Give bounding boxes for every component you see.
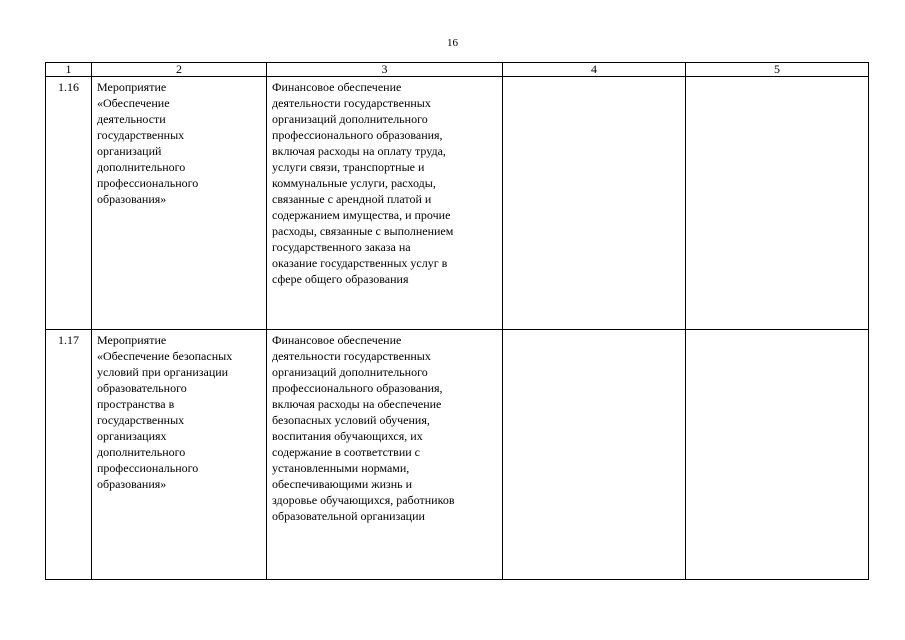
text-line: профессионального образования, [272,381,443,395]
row-number: 1.16 [46,77,92,330]
header-col-3: 3 [267,63,503,77]
header-col-4: 4 [503,63,686,77]
text-line: организаций [97,144,162,158]
header-row [46,63,869,77]
text-line: включая расходы на обеспечение [272,397,442,411]
event-name-cell [92,77,267,330]
row-number: 1.17 [46,330,92,580]
text-line: Финансовое обеспечение [272,80,402,94]
text-line: связанные с арендной платой и [272,192,432,206]
page-number: 16 [447,37,458,49]
text-line: коммунальные услуги, расходы, [272,176,436,190]
header-col-1: 1 [46,63,92,77]
col-4-cell [503,330,686,580]
text-line: профессионального образования, [272,128,443,142]
header-col-5: 5 [686,63,869,77]
col-4-cell [503,77,686,330]
text-line: содержание в соответствии с [272,445,420,459]
text-line: расходы, связанные с выполнением [272,224,454,238]
text-line: безопасных условий обучения, [272,413,430,427]
text-line: образовательного [97,381,187,395]
text-line: деятельности государственных [272,349,431,363]
text-line: дополнительного [97,160,186,174]
text-line: «Обеспечение безопасных [97,349,233,363]
text-line: Мероприятие [97,333,167,347]
text-line: здоровье обучающихся, работников [272,493,455,507]
table-row [46,77,869,330]
description-cell [267,77,503,330]
description-cell [267,330,503,580]
text-line: образования» [97,477,167,491]
text-line: оказание государственных услуг в [272,256,448,270]
text-line: дополнительного [97,445,186,459]
text-line: государственного заказа на [272,240,411,254]
text-line: включая расходы на оплату труда, [272,144,446,158]
text-line: услуги связи, транспортные и [272,160,425,174]
header-col-2: 2 [92,63,267,77]
text-line: «Обеспечение [97,96,170,110]
text-line: пространства в [97,397,175,411]
text-line: деятельности [97,112,166,126]
text-line: организаций дополнительного [272,365,428,379]
text-line: условий при организации [97,365,229,379]
text-line: воспитания обучающихся, их [272,429,423,443]
event-name-cell [92,330,267,580]
measures-table [45,62,869,580]
text-line: профессионального [97,176,199,190]
text-line: Мероприятие [97,80,167,94]
text-line: сфере общего образования [272,272,409,286]
col-5-cell [686,330,869,580]
text-line: установленными нормами, [272,461,410,475]
text-line: образовательной организации [272,509,425,523]
text-line: содержанием имущества, и прочие [272,208,451,222]
table-row [46,330,869,580]
text-line: государственных [97,413,185,427]
text-line: обеспечивающими жизнь и [272,477,413,491]
text-line: образования» [97,192,167,206]
text-line: государственных [97,128,185,142]
text-line: деятельности государственных [272,96,431,110]
text-line: организаций дополнительного [272,112,428,126]
text-line: организациях [97,429,167,443]
text-line: профессионального [97,461,199,475]
col-5-cell [686,77,869,330]
text-line: Финансовое обеспечение [272,333,402,347]
